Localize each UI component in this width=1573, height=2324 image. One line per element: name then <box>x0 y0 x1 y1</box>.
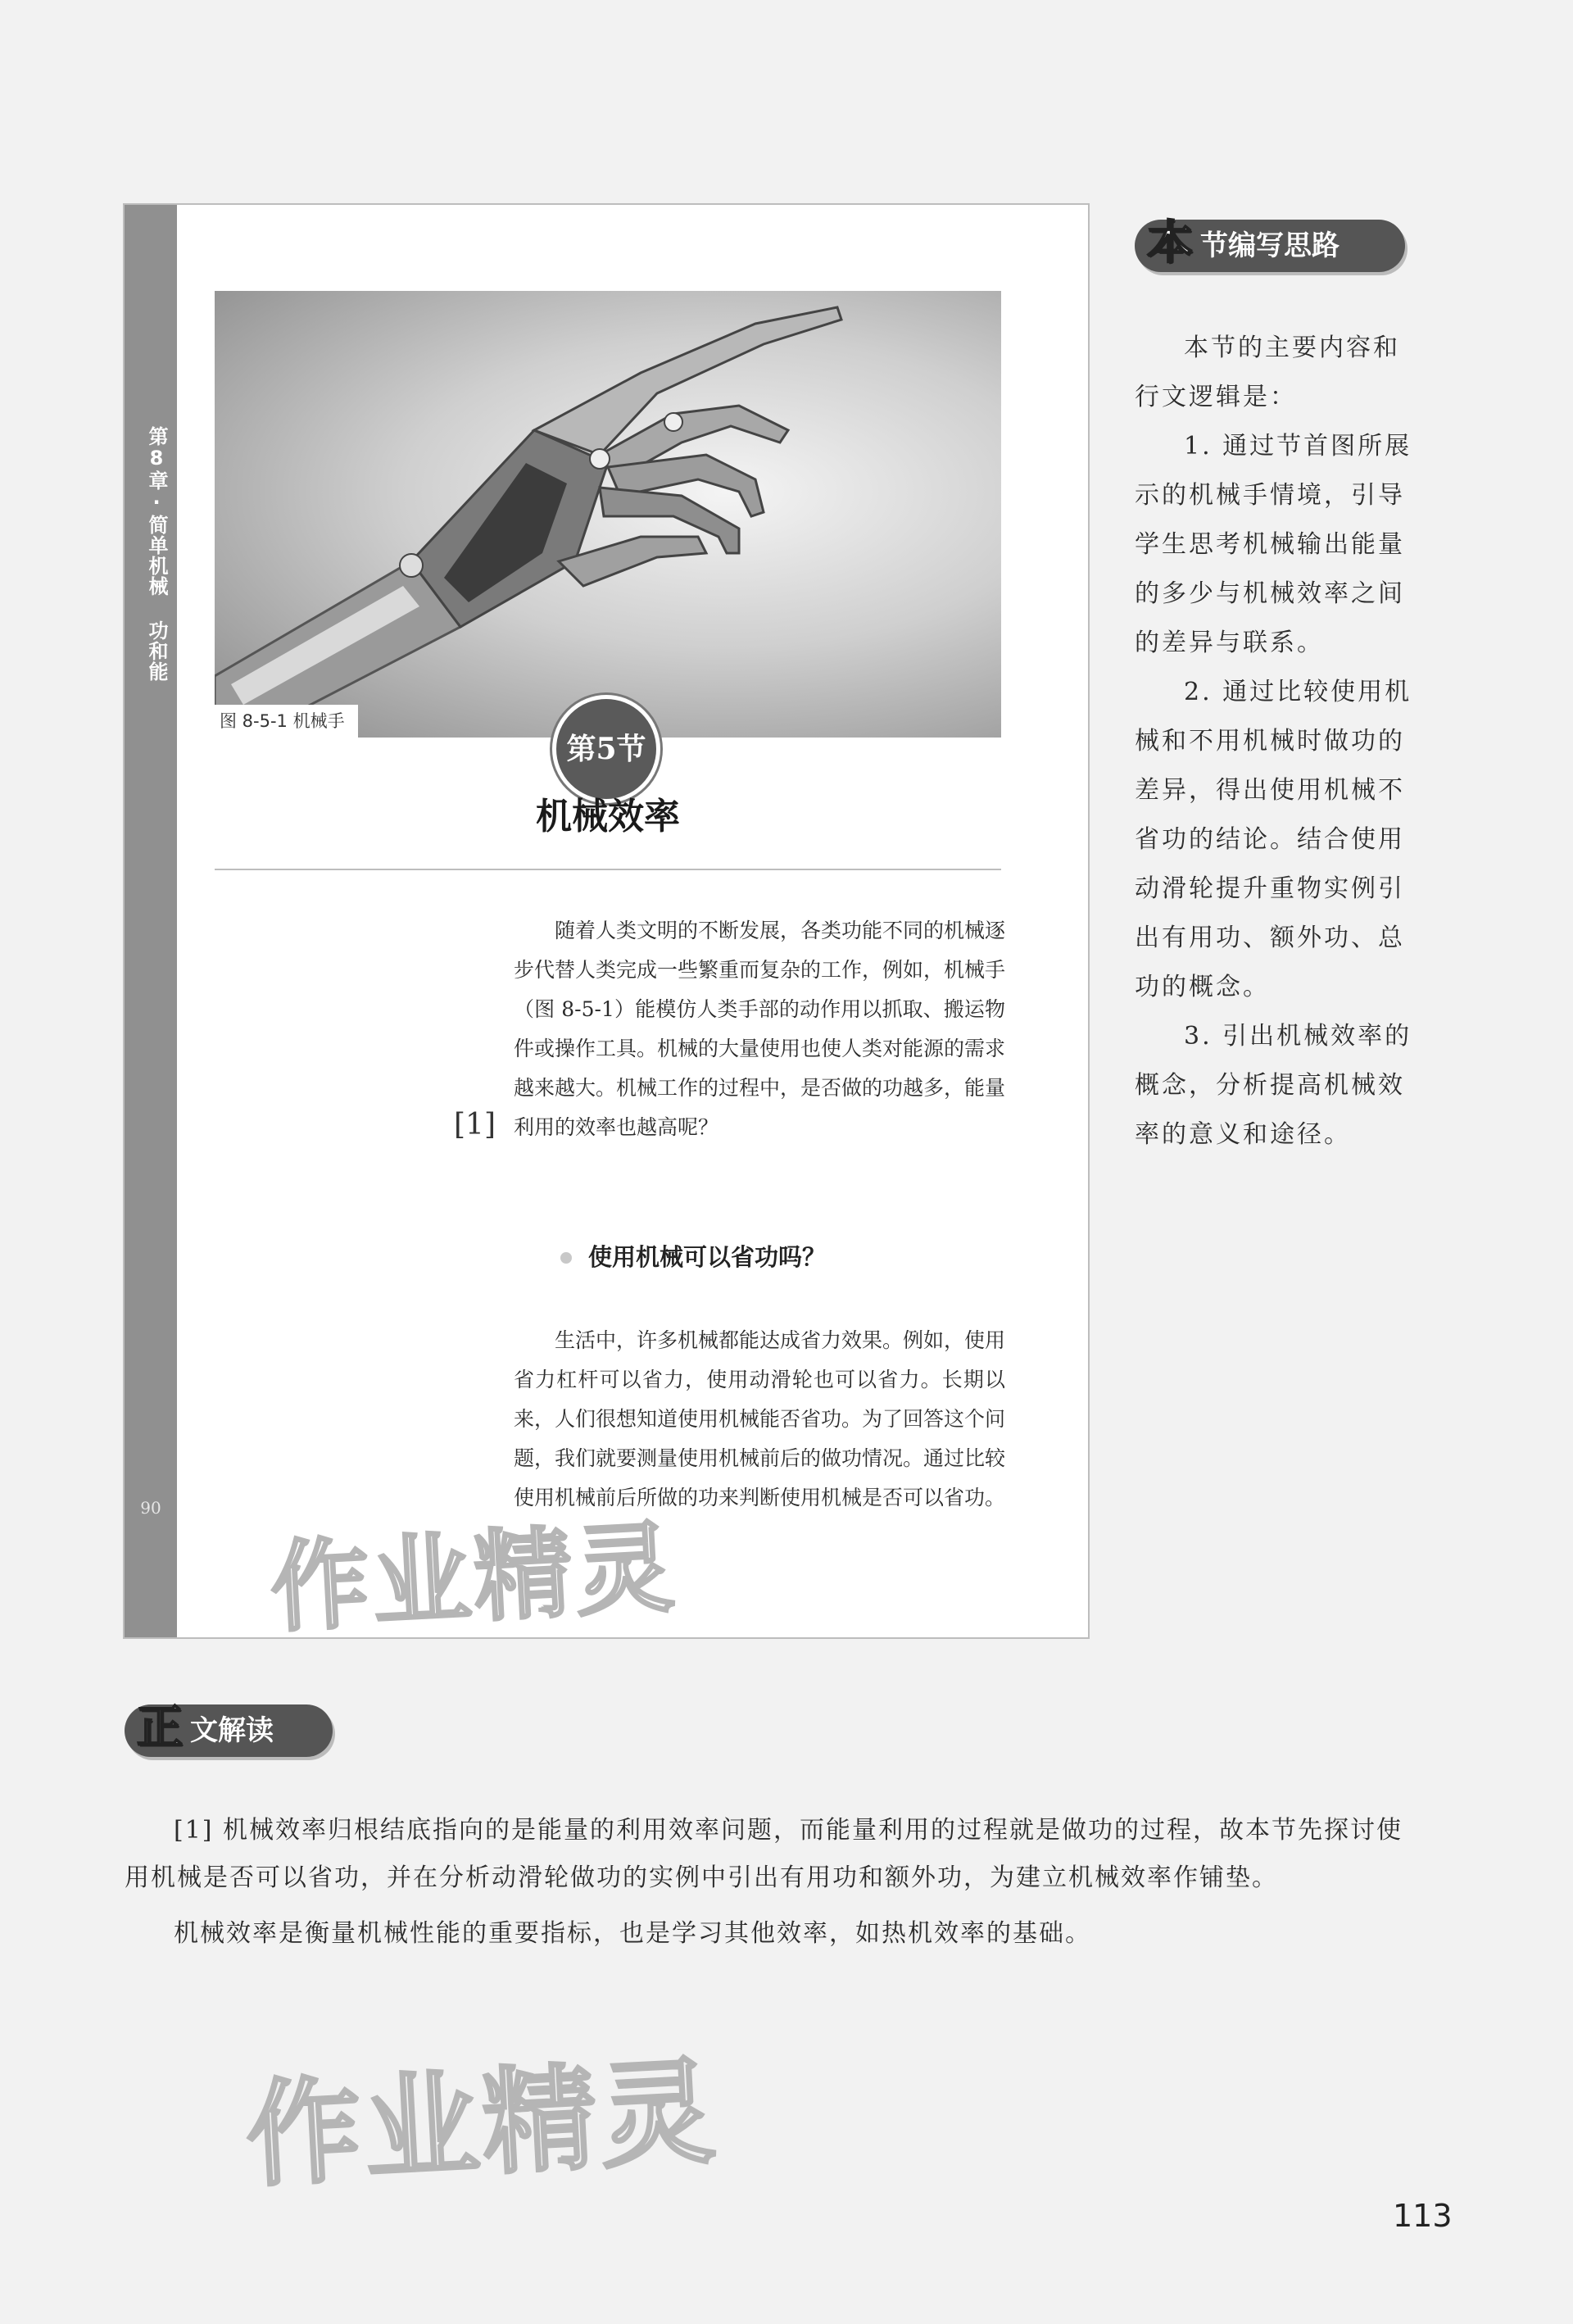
tag-text: 文解读 <box>190 1714 274 1747</box>
tag-big-char: 本 <box>1147 216 1193 270</box>
watermark: 作业精灵 <box>243 2045 722 2204</box>
approach-intro: 本节的主要内容和行文逻辑是： <box>1135 334 1400 411</box>
text-interpretation <box>125 1807 1427 1966</box>
approach-point-2: 2. 通过比较使用机械和不用机械时做功的差异，得出使用机械不省功的结论。结合使用动滑轮提升重物实例引出有用功、额外功、总功的概念。 <box>1135 678 1412 1001</box>
tag-big-char: 正 <box>137 1701 183 1754</box>
section-number-badge: 第5节 <box>552 695 660 803</box>
page-number: 113 <box>1393 2198 1453 2234</box>
figure-caption: 图 8-5-1 机械手 <box>215 705 358 738</box>
robotic-hand-image <box>215 291 1001 738</box>
subheading: 使用机械可以省功吗？ <box>588 1243 827 1271</box>
title-divider <box>215 869 1001 870</box>
intro-paragraph: 随着人类文明的不断发展，各类功能不同的机械逐步代替人类完成一些繁重而复杂的工作，例如，机械手（图 8-5-1）能模仿人类手部的动作用以抓取、搬运物件或操作工具。机械的大量使用也使人类对能源的需求越来越大。机械工作的过程中，是否做的功越多，能量利用的效率也越高呢？ <box>514 919 1006 1139</box>
annotation-marker: [1] <box>454 1108 496 1142</box>
reproduced-textbook-page <box>123 203 1090 1639</box>
text-interpretation-tag <box>125 1701 333 1757</box>
chapter-side-band <box>125 205 177 1637</box>
chapter-label: 第8章·简单机械 功和能 <box>145 426 168 682</box>
subheading-bullet-icon <box>560 1252 572 1264</box>
interpretation-paragraph-1: [1] 机械效率归根结底指向的是能量的利用效率问题，而能量利用的过程就是做功的过程，故本节先探讨使用机械是否可以省功，并在分析动滑轮做功的实例中引出有用功和额外功，为建立机械效率作铺垫。 <box>125 1816 1403 1892</box>
approach-point-1: 1. 通过节首图所展示的机械手情境，引导学生思考机械输出能量的多少与机械效率之间的差异与联系。 <box>1135 432 1412 657</box>
watermark: 作业精灵 <box>268 1511 680 1646</box>
tag-text: 节编写思路 <box>1200 229 1340 262</box>
body-paragraph: 生活中，许多机械都能达成省力效果。例如，使用省力杠杆可以省力，使用动滑轮也可以省力。长期以来，人们很想知道使用机械能否省功。为了回答这个问题，我们就要测量使用机械前后的做功情况。通过比较使用机械前后所做的功来判断使用机械是否可以省功。 <box>514 1328 1006 1509</box>
approach-point-3: 3. 引出机械效率的概念，分析提高机械效率的意义和途径。 <box>1135 1022 1412 1149</box>
interpretation-paragraph-2: 机械效率是衡量机械性能的重要指标，也是学习其他效率，如热机效率的基础。 <box>174 1919 1091 1948</box>
section-approach-text <box>1135 324 1423 1160</box>
inner-page-number: 90 <box>140 1498 161 1518</box>
section-title: 机械效率 <box>536 796 680 837</box>
section-approach-tag <box>1135 216 1405 272</box>
